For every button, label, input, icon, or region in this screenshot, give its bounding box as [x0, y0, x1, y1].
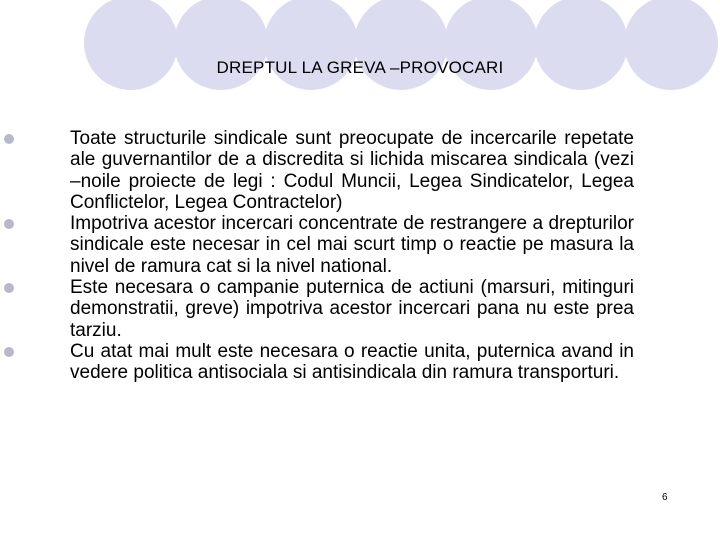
- bullet-text: Toate structurile sindicale sunt preocupate de incercarile repetate ale guvernantilor de a discredita si lichida miscarea sindicala (vezi –noile proiecte de legi : Codul Muncii, Legea Sindicatelor, Legea Conflictelor, Legea Contractelor): [70, 128, 634, 213]
- round-bullet-icon: [4, 134, 14, 144]
- page-number: 6: [662, 492, 668, 503]
- bullet-item: [70, 277, 634, 341]
- bullet-item: [70, 213, 634, 277]
- round-bullet-icon: [4, 219, 14, 229]
- bullet-item: [70, 128, 634, 213]
- slide-title: DREPTUL LA GREVA –PROVOCARI: [216, 58, 504, 77]
- bullet-text: Impotriva acestor incercari concentrate de restrangere a drepturilor sindicale este necesar in cel mai scurt timp o reactie pe masura la nivel de ramura cat si la nivel national.: [70, 213, 634, 277]
- bullet-text: Este necesara o campanie puternica de actiuni (marsuri, mitinguri demonstratii, greve) impotriva acestor incercari pana nu este prea tarziu.: [70, 277, 634, 341]
- bullet-list: [70, 128, 634, 384]
- bullet-item: [70, 341, 634, 384]
- round-bullet-icon: [4, 283, 14, 293]
- bullet-text: Cu atat mai mult este necesara o reactie unita, puternica avand in vedere politica antisociala si antisindicala din ramura transporturi.: [70, 340, 634, 384]
- round-bullet-icon: [4, 347, 14, 357]
